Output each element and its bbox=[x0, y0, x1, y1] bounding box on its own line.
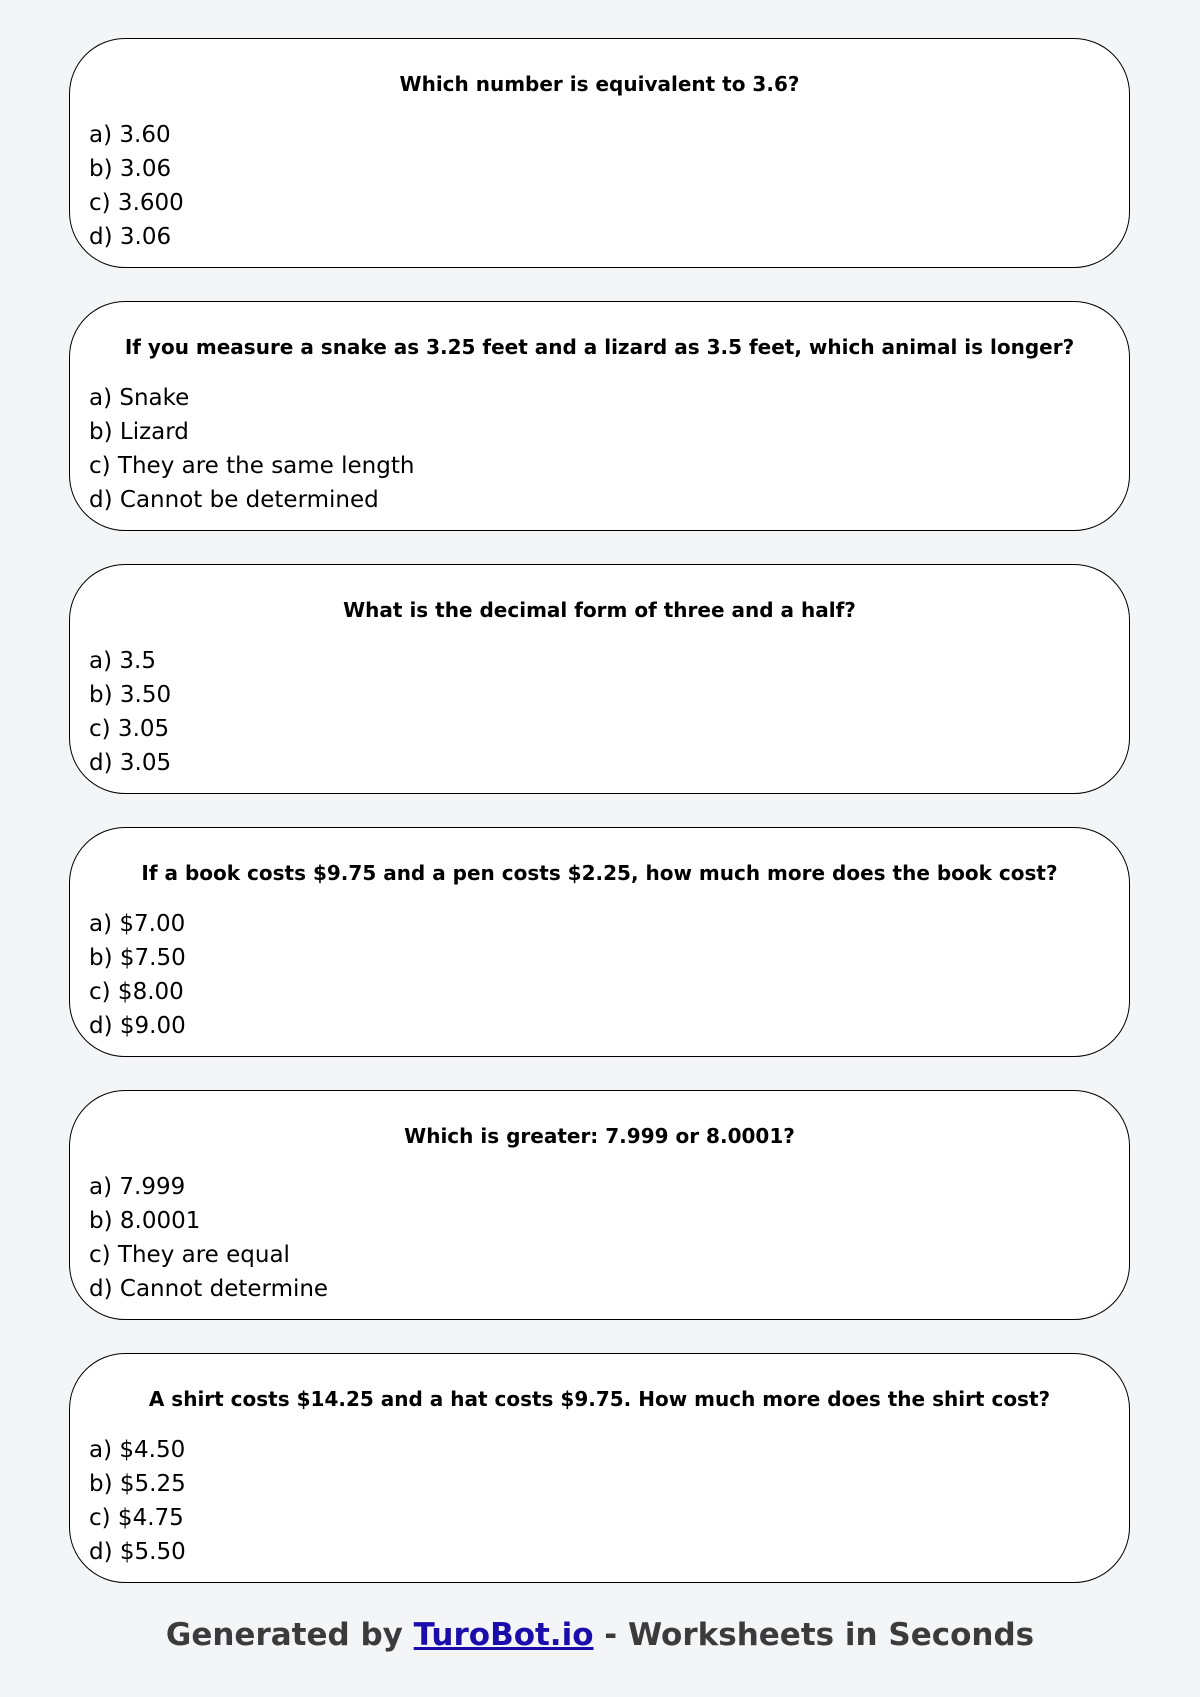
option: a) $7.00 bbox=[89, 911, 186, 937]
option: c) They are the same length bbox=[89, 453, 415, 479]
option: d) Cannot determine bbox=[89, 1276, 329, 1302]
options-list bbox=[89, 907, 186, 1043]
question-card bbox=[69, 1090, 1130, 1320]
option: b) 8.0001 bbox=[89, 1208, 201, 1234]
question-text: If you measure a snake as 3.25 feet and a lizard as 3.5 feet, which animal is longer? bbox=[124, 335, 1075, 359]
option: a) 3.5 bbox=[89, 648, 156, 674]
option: d) $5.50 bbox=[89, 1539, 186, 1565]
question-card bbox=[69, 1353, 1130, 1583]
option: c) 3.05 bbox=[89, 716, 170, 742]
footer-suffix: - Worksheets in Seconds bbox=[593, 1617, 1035, 1653]
option: a) 3.60 bbox=[89, 122, 171, 148]
question-text: A shirt costs $14.25 and a hat costs $9.75. How much more does the shirt cost? bbox=[148, 1387, 1051, 1411]
option: b) $7.50 bbox=[89, 945, 186, 971]
option: c) $8.00 bbox=[89, 979, 184, 1005]
option: a) Snake bbox=[89, 385, 190, 411]
question-text: Which is greater: 7.999 or 8.0001? bbox=[404, 1124, 795, 1148]
option: d) 3.05 bbox=[89, 750, 172, 776]
option: a) $4.50 bbox=[89, 1437, 186, 1463]
options-list bbox=[89, 644, 171, 780]
option: b) Lizard bbox=[89, 419, 189, 445]
question-text: If a book costs $9.75 and a pen costs $2.25, how much more does the book cost? bbox=[141, 861, 1058, 885]
options-list bbox=[89, 118, 184, 254]
question-card bbox=[69, 564, 1130, 794]
question-text: Which number is equivalent to 3.6? bbox=[399, 72, 800, 96]
options-list bbox=[89, 381, 414, 517]
option: d) 3.06 bbox=[89, 224, 172, 250]
option: c) $4.75 bbox=[89, 1505, 184, 1531]
options-list bbox=[89, 1170, 328, 1306]
option: d) Cannot be determined bbox=[89, 487, 379, 513]
question-card bbox=[69, 301, 1130, 531]
options-list bbox=[89, 1433, 186, 1569]
footer bbox=[0, 1617, 1200, 1653]
option: c) They are equal bbox=[89, 1242, 290, 1268]
question-text: What is the decimal form of three and a half? bbox=[343, 598, 856, 622]
option: d) $9.00 bbox=[89, 1013, 186, 1039]
question-card bbox=[69, 827, 1130, 1057]
turobot-link[interactable]: TuroBot.io bbox=[413, 1617, 594, 1653]
question-card bbox=[69, 38, 1130, 268]
option: a) 7.999 bbox=[89, 1174, 186, 1200]
option: c) 3.600 bbox=[89, 190, 184, 216]
option: b) 3.06 bbox=[89, 156, 172, 182]
option: b) $5.25 bbox=[89, 1471, 186, 1497]
footer-prefix: Generated by bbox=[165, 1617, 414, 1653]
option: b) 3.50 bbox=[89, 682, 172, 708]
